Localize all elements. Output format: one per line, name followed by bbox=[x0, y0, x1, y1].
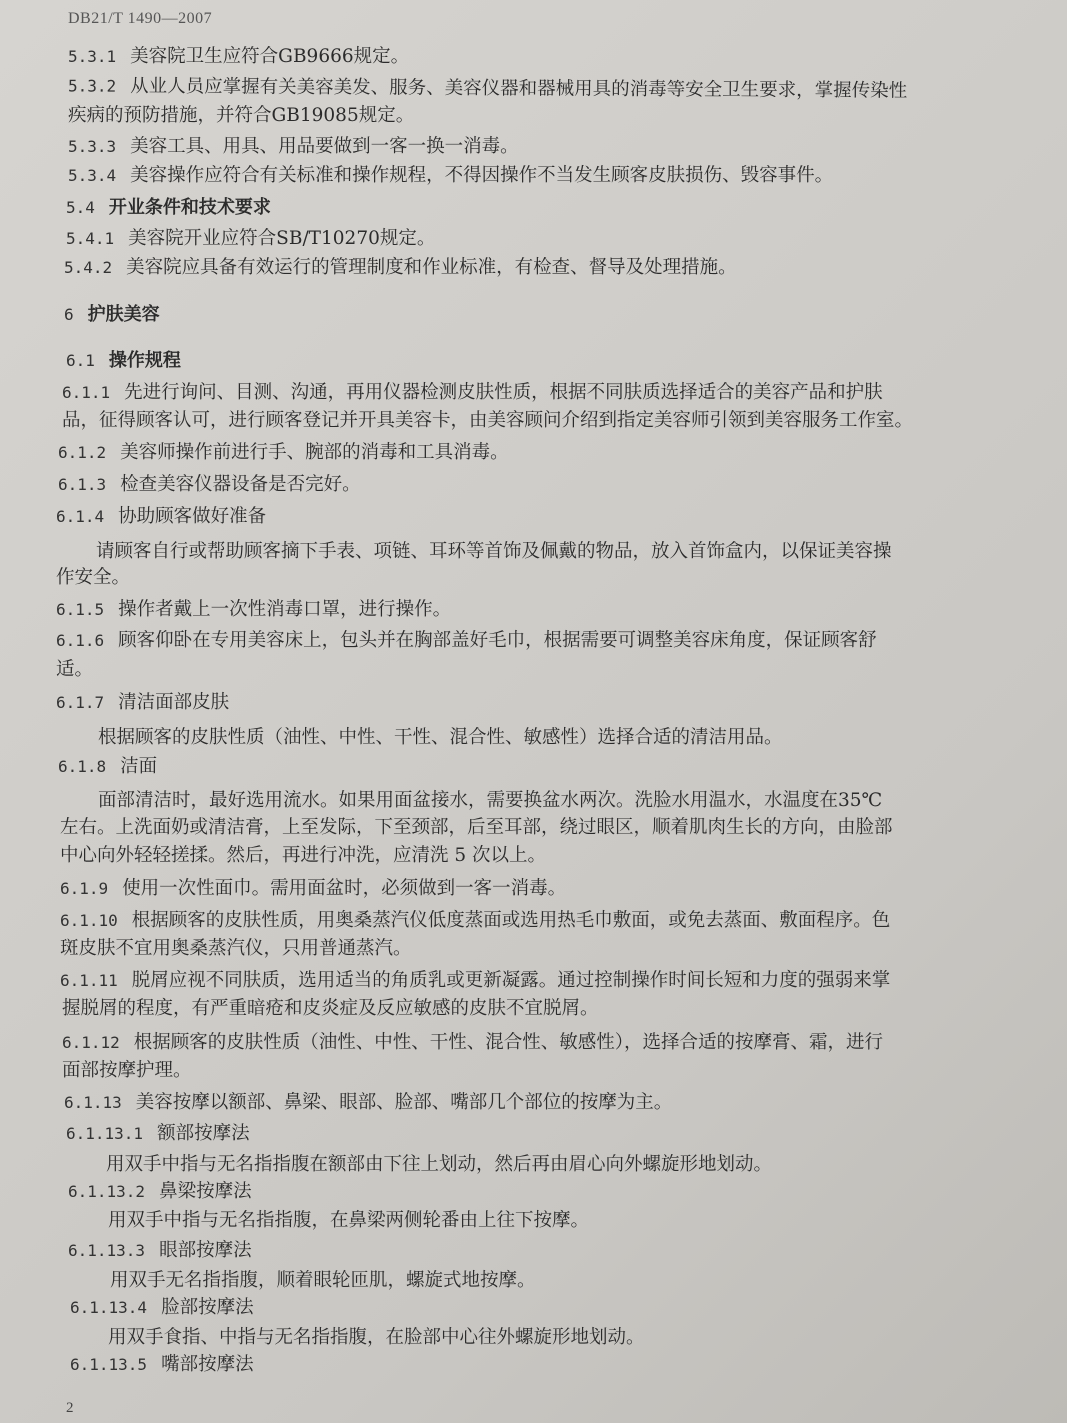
clause-text: 嘴部按摩法 bbox=[161, 1354, 254, 1375]
clause-text: 美容工具、用具、用品要做到一客一换一消毒。 bbox=[130, 136, 519, 157]
clause-text: 眼部按摩法 bbox=[159, 1240, 252, 1261]
text-line bbox=[62, 996, 599, 1022]
text-line bbox=[60, 843, 546, 869]
clause-text: 脸部按摩法 bbox=[161, 1297, 254, 1318]
clause-number: 5.3.3 bbox=[68, 137, 117, 156]
clause-text: 鼻梁按摩法 bbox=[159, 1181, 252, 1202]
clause-text: 使用一次性面巾。需用面盆时，必须做到一客一消毒。 bbox=[122, 878, 567, 899]
clause-number: 6.1.13.5 bbox=[70, 1355, 148, 1374]
clause-number: 6.1.8 bbox=[58, 757, 107, 776]
standard-header: DB21/T 1490—2007 bbox=[68, 10, 213, 27]
text-line bbox=[68, 73, 907, 104]
clause-text: 面部清洁时，最好选用流水。如果用面盆接水，需要换盆水两次。洗脸水用温水，水温度在35℃ bbox=[98, 790, 883, 811]
clause-text: 握脱屑的程度，有严重暗疮和皮炎症及反应敏感的皮肤不宜脱屑。 bbox=[62, 998, 599, 1019]
text-line bbox=[66, 195, 271, 221]
text-line bbox=[68, 1179, 252, 1205]
text-line bbox=[56, 504, 266, 530]
clause-text: 美容院应具备有效运行的管理制度和作业标准，有检查、督导及处理措施。 bbox=[126, 257, 737, 278]
text-line bbox=[62, 1030, 883, 1056]
text-line bbox=[58, 754, 157, 780]
clause-text: 额部按摩法 bbox=[157, 1123, 250, 1144]
clause-text: 中心向外轻轻搓揉。然后，再进行冲洗，应清洗 5 次以上。 bbox=[60, 845, 547, 866]
clause-text: 用双手中指与无名指指腹在额部由下往上划动，然后再由眉心向外螺旋形地划动。 bbox=[106, 1154, 773, 1175]
clause-text: 根据顾客的皮肤性质（油性、中性、干性、混合性、敏感性），选择合适的按摩膏、霜，进行 bbox=[133, 1032, 884, 1053]
clause-text: 用双手无名指指腹，顺着眼轮匝肌，螺旋式地按摩。 bbox=[110, 1270, 536, 1291]
clause-number: 6.1.13 bbox=[64, 1093, 122, 1112]
clause-number: 6.1.10 bbox=[60, 911, 118, 930]
page-number: 2 bbox=[66, 1400, 74, 1416]
clause-text: 根据顾客的皮肤性质（油性、中性、干性、混合性、敏感性）选择合适的清洁用品。 bbox=[98, 727, 783, 748]
clause-text: 洁面 bbox=[120, 756, 158, 777]
clause-number: 6.1.13.4 bbox=[70, 1298, 148, 1317]
text-line bbox=[60, 908, 890, 934]
text-line bbox=[64, 302, 160, 328]
clause-number: 5.3.1 bbox=[68, 47, 117, 66]
text-line bbox=[68, 103, 414, 129]
clause-text: 用双手食指、中指与无名指指腹，在脸部中心往外螺旋形地划动。 bbox=[108, 1327, 645, 1348]
section-heading: 操作规程 bbox=[108, 350, 181, 371]
clause-text: 美容师操作前进行手、腕部的消毒和工具消毒。 bbox=[120, 442, 509, 463]
text-line bbox=[108, 1208, 589, 1234]
text-line bbox=[56, 657, 93, 683]
text-line bbox=[58, 472, 361, 498]
text-line bbox=[64, 1090, 672, 1116]
text-line bbox=[66, 348, 181, 374]
clause-text: 协助顾客做好准备 bbox=[118, 506, 267, 527]
text-line bbox=[66, 1121, 250, 1147]
clause-number: 6.1.7 bbox=[56, 693, 105, 712]
clause-text: 先进行询问、目测、沟通，再用仪器检测皮肤性质，根据不同肤质选择适合的美容产品和护肤 bbox=[124, 382, 883, 403]
text-line bbox=[68, 1238, 252, 1264]
text-line bbox=[56, 628, 877, 654]
clause-text: 斑皮肤不宜用奥桑蒸汽仪，只用普通蒸汽。 bbox=[60, 938, 412, 959]
section-heading: 开业条件和技术要求 bbox=[108, 197, 271, 218]
text-line bbox=[70, 1352, 254, 1378]
text-line bbox=[62, 408, 913, 434]
clause-text: 左右。上洗面奶或清洁膏，上至发际，下至颈部，后至耳部，绕过眼区，顺着肌肉生长的方向，由脸部 bbox=[60, 817, 893, 838]
text-line bbox=[96, 539, 892, 565]
clause-number: 5.4.2 bbox=[64, 258, 113, 277]
clause-text: 疾病的预防措施，并符合GB19085规定。 bbox=[68, 105, 415, 126]
text-line bbox=[68, 44, 409, 70]
clause-number: 6.1.13.3 bbox=[68, 1241, 146, 1260]
text-line bbox=[106, 1152, 772, 1178]
clause-number: 6.1.6 bbox=[56, 631, 105, 650]
text-line bbox=[56, 565, 130, 591]
clause-number: 6 bbox=[64, 305, 74, 324]
text-line bbox=[70, 1295, 254, 1321]
clause-number: 5.4 bbox=[66, 198, 95, 217]
text-line bbox=[60, 876, 566, 902]
text-line bbox=[98, 725, 783, 751]
clause-number: 6.1.3 bbox=[58, 475, 107, 494]
clause-number: 6.1.2 bbox=[58, 443, 107, 462]
clause-number: 6.1.11 bbox=[60, 971, 118, 990]
clause-text: 根据顾客的皮肤性质，用奥桑蒸汽仪低度蒸面或选用热毛巾敷面，或免去蒸面、敷面程序。色 bbox=[131, 910, 891, 931]
text-line bbox=[68, 163, 833, 189]
clause-text: 面部按摩护理。 bbox=[62, 1060, 192, 1081]
clause-text: 脱屑应视不同肤质，选用适当的角质乳或更新凝露。通过控制操作时间长短和力度的强弱来掌 bbox=[131, 970, 891, 991]
clause-text: 从业人员应掌握有关美容美发、服务、美容仪器和器械用具的消毒等安全卫生要求，掌握传染性 bbox=[130, 75, 908, 102]
clause-number: 6.1.5 bbox=[56, 600, 105, 619]
clause-text: 适。 bbox=[56, 659, 94, 680]
clause-text: 请顾客自行或帮助顾客摘下手表、项链、耳环等首饰及佩戴的物品，放入首饰盒内，以保证美容操 bbox=[96, 541, 892, 562]
clause-text: 作安全。 bbox=[56, 567, 131, 588]
text-line bbox=[60, 968, 890, 994]
clause-text: 操作者戴上一次性消毒口罩，进行操作。 bbox=[118, 599, 452, 620]
text-line bbox=[66, 226, 435, 252]
clause-text: 美容院卫生应符合GB9666规定。 bbox=[130, 46, 410, 67]
clause-number: 6.1 bbox=[66, 351, 95, 370]
clause-number: 5.3.4 bbox=[68, 166, 117, 185]
clause-number: 6.1.1 bbox=[62, 383, 111, 402]
clause-number: 6.1.13.1 bbox=[66, 1124, 144, 1143]
text-line bbox=[110, 1268, 536, 1294]
clause-number: 5.3.2 bbox=[67, 76, 117, 96]
text-line bbox=[56, 597, 451, 623]
clause-number: 6.1.12 bbox=[62, 1033, 120, 1052]
clause-text: 检查美容仪器设备是否完好。 bbox=[120, 474, 361, 495]
clause-text: 美容按摩以额部、鼻梁、眼部、脸部、嘴部几个部位的按摩为主。 bbox=[135, 1092, 673, 1113]
text-line bbox=[58, 440, 509, 466]
clause-text: 顾客仰卧在专用美容床上，包头并在胸部盖好毛巾，根据需要可调整美容床角度，保证顾客舒 bbox=[118, 630, 877, 651]
section-heading: 护肤美容 bbox=[87, 304, 160, 325]
clause-number: 6.1.4 bbox=[56, 507, 105, 526]
clause-number: 6.1.13.2 bbox=[68, 1182, 146, 1201]
text-line bbox=[68, 134, 519, 160]
clause-text: 美容操作应符合有关标准和操作规程，不得因操作不当发生顾客皮肤损伤、毁容事件。 bbox=[130, 165, 834, 186]
text-line bbox=[62, 380, 883, 406]
text-line bbox=[60, 815, 893, 841]
text-line bbox=[108, 1325, 645, 1351]
text-line bbox=[98, 788, 882, 814]
clause-text: 用双手中指与无名指指腹，在鼻梁两侧轮番由上往下按摩。 bbox=[108, 1210, 590, 1231]
clause-number: 6.1.9 bbox=[60, 879, 109, 898]
text-line bbox=[64, 255, 737, 281]
clause-text: 美容院开业应符合SB/T10270规定。 bbox=[128, 228, 436, 249]
clause-number: 5.4.1 bbox=[66, 229, 115, 248]
clause-text: 清洁面部皮肤 bbox=[118, 692, 230, 713]
text-line bbox=[56, 690, 229, 716]
text-line bbox=[60, 936, 412, 962]
clause-text: 品，征得顾客认可，进行顾客登记并开具美容卡，由美容顾问介绍到指定美容师引领到美容服务工作室。 bbox=[62, 410, 914, 431]
text-line bbox=[62, 1058, 192, 1084]
